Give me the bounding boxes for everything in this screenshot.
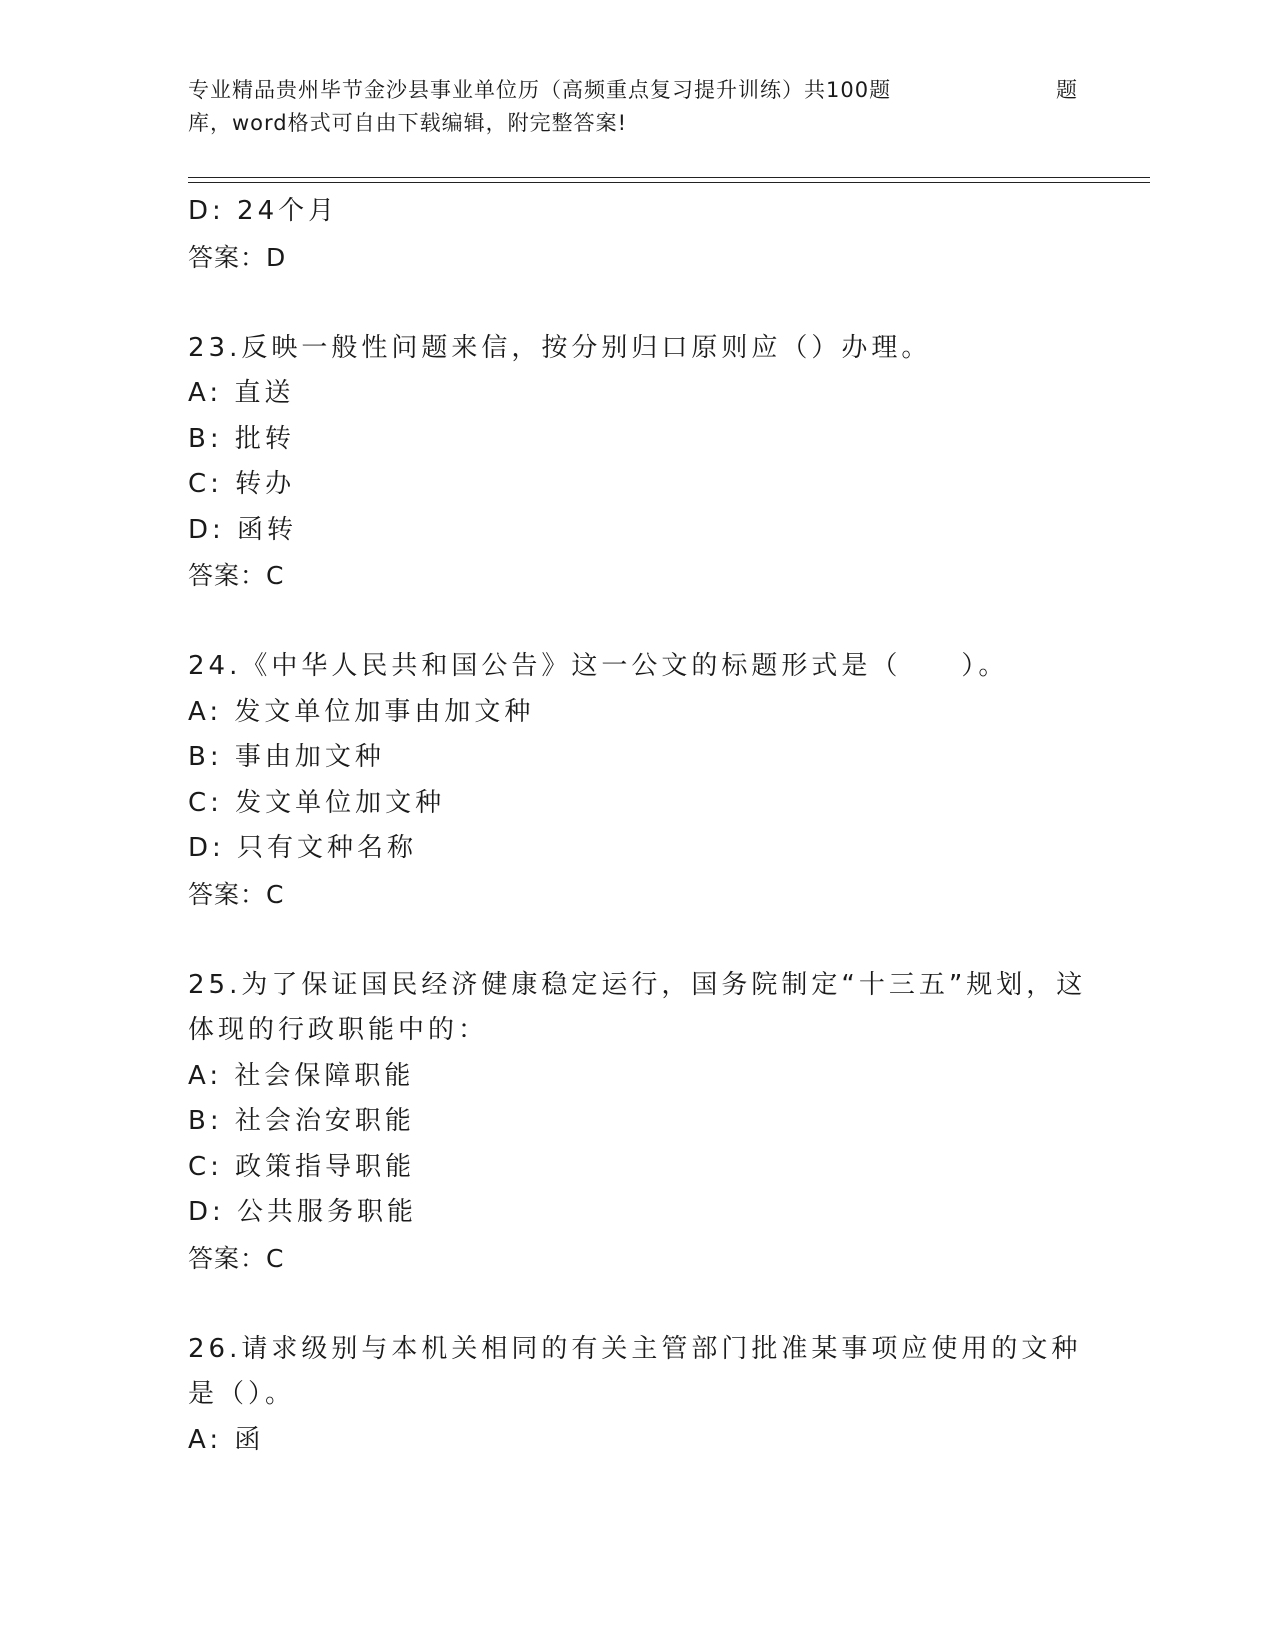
option-c: C: 转办 [188, 469, 296, 499]
question-stem: 23.反映一般性问题来信，按分别归口原则应（）办理。 [188, 332, 932, 363]
question-23 [188, 326, 1088, 599]
question-26 [188, 1327, 1088, 1464]
option-a: A: 发文单位加事由加文种 [188, 696, 535, 727]
prev-answer: 答案：D [188, 242, 287, 272]
header-title: 专业精品贵州毕节金沙县事业单位历（高频重点复习提升训练）共100题 [188, 78, 892, 102]
question-stem: 24.《中华人民共和国公告》这一公文的标题形式是（ ）。 [188, 651, 1009, 681]
spacer [188, 1281, 1088, 1327]
option-c: C: 发文单位加文种 [188, 787, 446, 818]
answer: 答案：C [188, 561, 285, 590]
option-d: D: 函转 [188, 514, 298, 545]
header-line-2: 库，word格式可自由下载编辑，附完整答案! [188, 111, 628, 135]
option-c: C: 政策指导职能 [188, 1151, 416, 1182]
document-header [188, 74, 1088, 140]
option-a: A: 直送 [188, 378, 295, 408]
question-25 [188, 963, 1088, 1282]
question-content [188, 189, 1088, 1463]
answer: 答案：C [188, 879, 285, 909]
option-d: D: 只有文种名称 [188, 833, 418, 863]
option-d: D: 公共服务职能 [188, 1197, 418, 1227]
option-b: B: 批转 [188, 423, 295, 454]
option-a: A: 函 [188, 1424, 265, 1455]
option-a: A: 社会保障职能 [188, 1060, 415, 1091]
header-rule-top [188, 177, 1150, 178]
header-title-tail: 题 [1056, 78, 1078, 102]
prev-option-d: D: 24个月 [188, 196, 339, 226]
spacer [188, 280, 1088, 326]
spacer [188, 917, 1088, 963]
question-stem: 26.请求级别与本机关相同的有关主管部门批准某事项应使用的文种是（）。 [188, 1333, 1082, 1409]
question-stem: 25.为了保证国民经济健康稳定运行，国务院制定“十三五”规划，这体现的行政职能中的： [188, 969, 1087, 1045]
option-b: B: 事由加文种 [188, 742, 385, 772]
spacer [188, 599, 1088, 645]
question-24 [188, 644, 1088, 917]
header-line-1 [188, 74, 1088, 107]
option-b: B: 社会治安职能 [188, 1106, 415, 1136]
answer: 答案：C [188, 1243, 285, 1273]
header-rule-bottom [188, 182, 1150, 183]
